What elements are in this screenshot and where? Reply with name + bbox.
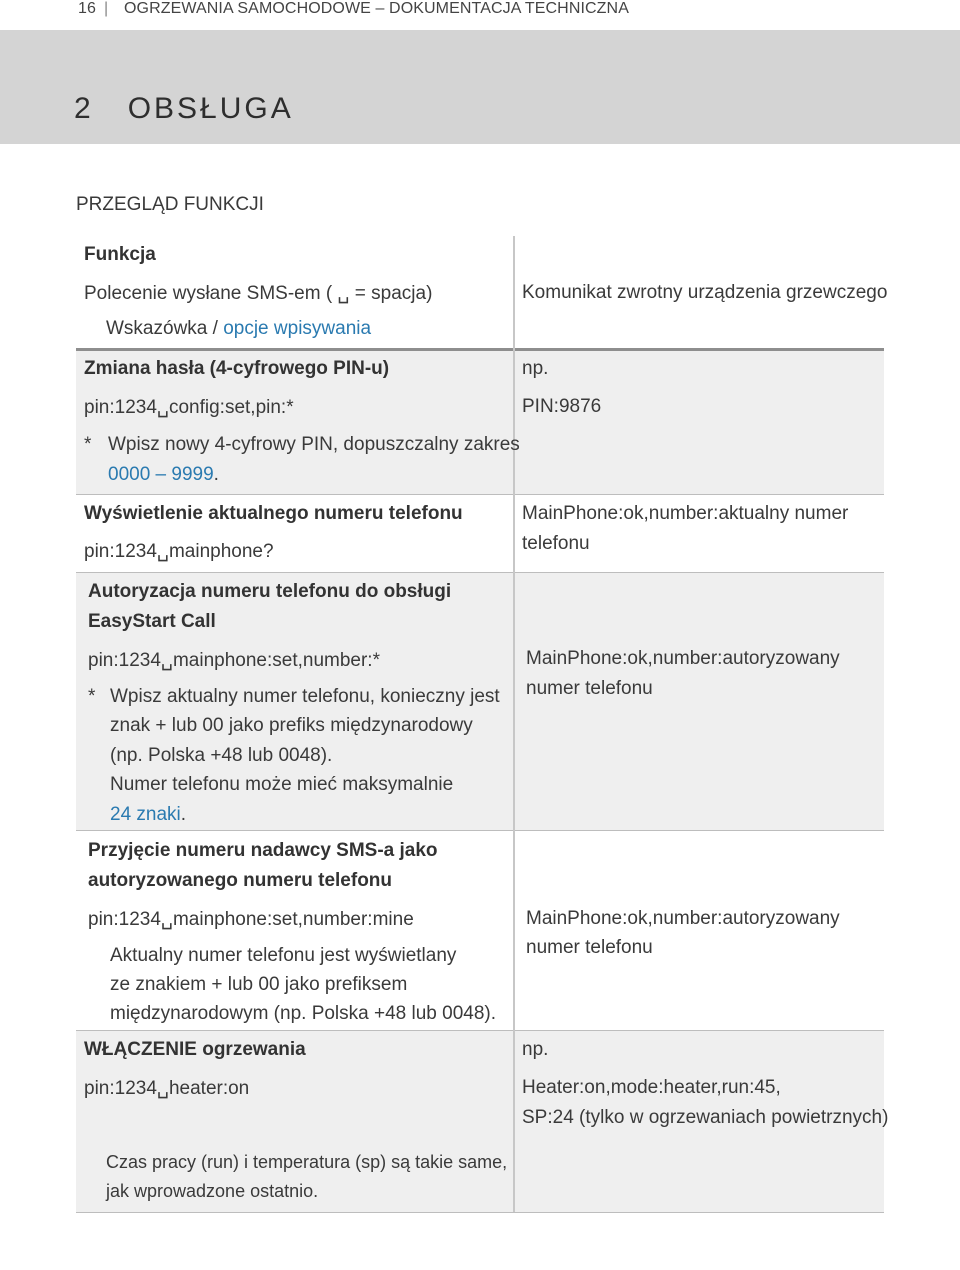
- row4-command: pin:1234␣mainphone:set,number:mine: [88, 909, 414, 930]
- row1-response-line1: np.: [522, 358, 549, 379]
- row3-name-line2: EasyStart Call: [88, 611, 216, 632]
- row2-name: Wyświetlenie aktualnego numeru telefonu: [84, 503, 463, 524]
- row3-response-line1: MainPhone:ok,number:autoryzowany: [526, 648, 840, 669]
- col1-hint-link[interactable]: opcje wpisywania: [223, 318, 372, 339]
- header-separator: |: [104, 0, 109, 17]
- row3-note-line3: (np. Polska +48 lub 0048).: [110, 745, 333, 766]
- row1-command: pin:1234␣config:set,pin:*: [84, 397, 294, 418]
- row4-name-line2: autoryzowanego numeru telefonu: [88, 870, 393, 891]
- row4-note-line2: ze znakiem + lub 00 jako prefiksem: [110, 974, 408, 995]
- col1-title: Funkcja: [84, 244, 156, 265]
- row3-command: pin:1234␣mainphone:set,number:*: [88, 650, 380, 671]
- row3-note-line4: Numer telefonu może mieć maksymalnie: [110, 774, 454, 795]
- row2-command: pin:1234␣mainphone?: [84, 541, 274, 562]
- row3-note-line5: [110, 804, 186, 826]
- chapter-heading: [74, 92, 294, 126]
- row4-response-line2: numer telefonu: [526, 937, 653, 958]
- row5-response-line2: Heater:on,mode:heater,run:45,: [522, 1077, 781, 1098]
- row1-response-line2: PIN:9876: [522, 396, 602, 417]
- row1-name: Zmiana hasła (4-cyfrowego PIN-u): [84, 358, 390, 379]
- chapter-number: 2: [74, 92, 94, 125]
- section-title: PRZEGLĄD FUNKCJI: [76, 194, 264, 215]
- row-rule-2: [76, 572, 884, 573]
- row2-response-line1: MainPhone:ok,number:aktualny numer: [522, 503, 849, 524]
- chapter-band: [0, 30, 960, 144]
- row4-name-line1: Przyjęcie numeru nadawcy SMS-a jako: [88, 840, 438, 861]
- header-title: OGRZEWANIA SAMOCHODOWE – DOKUMENTACJA TECHNICZNA: [124, 0, 629, 17]
- row1-note-line2: [108, 464, 219, 486]
- table-bottom-rule: [76, 1212, 884, 1213]
- row-rule-3: [76, 830, 884, 831]
- row3-max-chars: 24 znaki: [110, 804, 181, 825]
- header-rule: [76, 348, 884, 351]
- row1-note-line1: Wpisz nowy 4-cyfrowy PIN, dopuszczalny zakres: [108, 434, 520, 455]
- row5-note-line2: jak wprowadzone ostatnio.: [106, 1181, 319, 1201]
- row5-note-line1: Czas pracy (run) i temperatura (sp) są takie same,: [106, 1152, 508, 1172]
- col2-title: Komunikat zwrotny urządzenia grzewczego: [522, 282, 888, 303]
- row3-note-line1: Wpisz aktualny numer telefonu, konieczny jest: [110, 686, 500, 707]
- row3-note-star: *: [88, 686, 96, 707]
- chapter-title: OBSŁUGA: [127, 92, 294, 125]
- page-number: 16: [78, 0, 96, 17]
- col1-hint-text: Wskazówka /: [106, 318, 224, 339]
- row3-response-line2: numer telefonu: [526, 678, 653, 699]
- row3-name-line1: Autoryzacja numeru telefonu do obsługi: [88, 581, 452, 602]
- row1-note-star: *: [84, 434, 92, 455]
- row5-name: WŁĄCZENIE ogrzewania: [84, 1039, 306, 1060]
- row5-response-line3: SP:24 (tylko w ogrzewaniach powietrznych): [522, 1107, 889, 1128]
- row1-range-end: .: [213, 464, 219, 485]
- row4-note-line1: Aktualny numer telefonu jest wyświetlany: [110, 945, 457, 966]
- row5-command: pin:1234␣heater:on: [84, 1078, 250, 1099]
- row-rule-4: [76, 1030, 884, 1031]
- column-divider: [513, 236, 515, 1212]
- col1-subtitle: Polecenie wysłane SMS-em ( ␣ = spacja): [84, 283, 433, 304]
- row2-response-line2: telefonu: [522, 533, 590, 554]
- col1-hint: [106, 318, 371, 340]
- row1-range: 0000 – 9999: [108, 464, 214, 485]
- row-rule-1: [76, 494, 884, 495]
- row4-note-line3: międzynarodowym (np. Polska +48 lub 0048).: [110, 1003, 497, 1024]
- row3-max-chars-end: .: [180, 804, 187, 825]
- row3-note-line2: znak + lub 00 jako prefiks międzynarodowy: [110, 715, 473, 736]
- row4-response-line1: MainPhone:ok,number:autoryzowany: [526, 908, 840, 929]
- row5-response-line1: np.: [522, 1039, 549, 1060]
